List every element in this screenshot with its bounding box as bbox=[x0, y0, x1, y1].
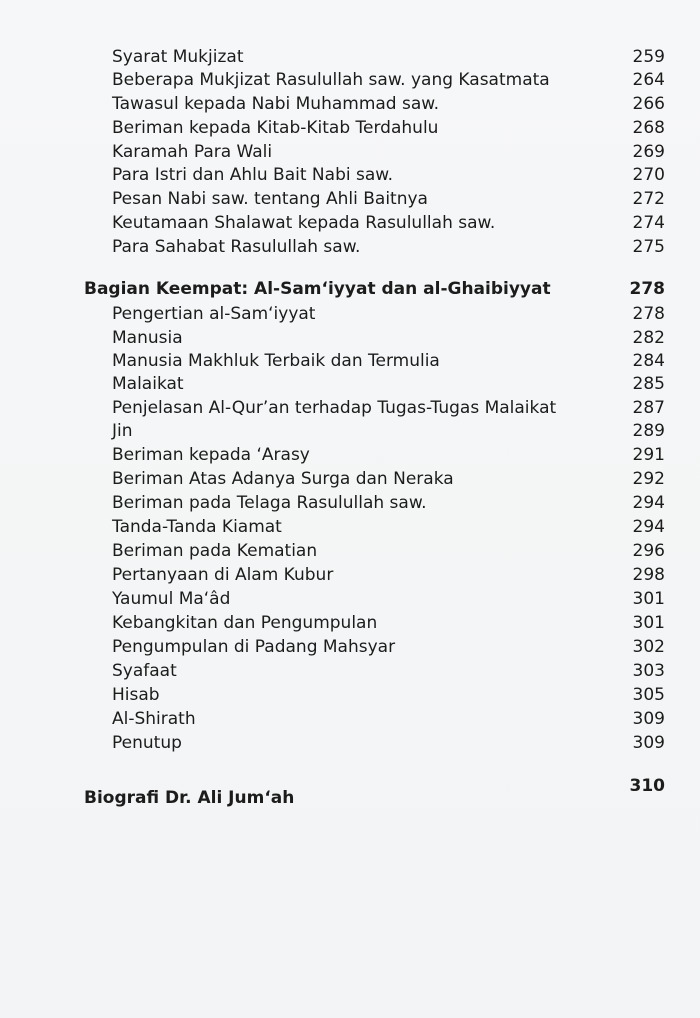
toc-entry-page: 302 bbox=[632, 637, 665, 657]
toc-entry-page: 264 bbox=[632, 70, 665, 90]
toc-entry-title: Para Sahabat Rasulullah saw. bbox=[112, 237, 361, 257]
toc-entry-page: 309 bbox=[632, 709, 665, 729]
toc-entry-page: 289 bbox=[632, 421, 665, 441]
biography-page: 310 bbox=[629, 776, 665, 796]
toc-entry-page: 274 bbox=[632, 213, 665, 233]
toc-entry-title: Syarat Mukjizat bbox=[112, 47, 244, 67]
toc-entry-title: Syafaat bbox=[112, 661, 177, 681]
toc-entry-page: 259 bbox=[632, 47, 665, 67]
toc-entry-page: 269 bbox=[632, 142, 665, 162]
toc-entry-title: Pengumpulan di Padang Mahsyar bbox=[112, 637, 396, 657]
toc-entry-title: Keutamaan Shalawat kepada Rasulullah saw. bbox=[112, 213, 496, 233]
toc-entry-page: 268 bbox=[632, 118, 665, 138]
toc-entry-page: 305 bbox=[632, 685, 665, 705]
toc-entry-title: Para Istri dan Ahlu Bait Nabi saw. bbox=[112, 165, 394, 185]
toc-entry-title: Beberapa Mukjizat Rasulullah saw. yang Kasatmata bbox=[112, 70, 550, 90]
toc-entry-title: Malaikat bbox=[112, 374, 184, 394]
toc-entry-page: 272 bbox=[632, 189, 665, 209]
toc-entry-page: 275 bbox=[632, 237, 665, 257]
toc-entry-page: 287 bbox=[632, 398, 665, 418]
toc-entry-page: 292 bbox=[632, 469, 665, 489]
toc-entry-page: 296 bbox=[632, 541, 665, 561]
section-heading-title: Bagian Keempat: Al-Sam‘iyyat dan al-Ghaibiyyat bbox=[84, 279, 551, 299]
toc-entry-page: 294 bbox=[632, 517, 665, 537]
toc-entry-title: Jin bbox=[112, 421, 133, 441]
toc-entry-title: Beriman kepada ‘Arasy bbox=[112, 445, 310, 465]
toc-entry-title: Pertanyaan di Alam Kubur bbox=[112, 565, 334, 585]
toc-entry-page: 284 bbox=[632, 351, 665, 371]
toc-entry-title: Beriman kepada Kitab-Kitab Terdahulu bbox=[112, 118, 439, 138]
toc-entry-page: 294 bbox=[632, 493, 665, 513]
toc-entry-page: 270 bbox=[632, 165, 665, 185]
toc-entry-page: 285 bbox=[632, 374, 665, 394]
toc-entry-title: Beriman pada Kematian bbox=[112, 541, 318, 561]
toc-entry-title: Penutup bbox=[112, 733, 182, 753]
toc-entry-page: 278 bbox=[632, 304, 665, 324]
toc-entry-title: Manusia bbox=[112, 328, 183, 348]
toc-entry-page: 303 bbox=[632, 661, 665, 681]
toc-entry-title: Kebangkitan dan Pengumpulan bbox=[112, 613, 378, 633]
toc-entry-title: Beriman Atas Adanya Surga dan Neraka bbox=[112, 469, 454, 489]
toc-entry-title: Tawasul kepada Nabi Muhammad saw. bbox=[112, 94, 440, 114]
toc-entry-title: Manusia Makhluk Terbaik dan Termulia bbox=[112, 351, 440, 371]
toc-entry-page: 301 bbox=[632, 613, 665, 633]
toc-entry-page: 282 bbox=[632, 328, 665, 348]
toc-entry-title: Karamah Para Wali bbox=[112, 142, 273, 162]
toc-entry-title: Pengertian al-Sam‘iyyat bbox=[112, 304, 316, 324]
toc-entry-title: Beriman pada Telaga Rasulullah saw. bbox=[112, 493, 427, 513]
toc-entry-page: 291 bbox=[632, 445, 665, 465]
toc-entry-title: Hisab bbox=[112, 685, 160, 705]
toc-entry-title: Pesan Nabi saw. tentang Ahli Baitnya bbox=[112, 189, 428, 209]
toc-entry-title: Yaumul Ma‘âd bbox=[112, 589, 231, 609]
toc-entry-title: Al-Shirath bbox=[112, 709, 196, 729]
toc-entry-page: 266 bbox=[632, 94, 665, 114]
toc-entry-title: Tanda-Tanda Kiamat bbox=[112, 517, 282, 537]
biography-title: Biografi Dr. Ali Jum‘ah bbox=[84, 788, 295, 808]
toc-entry-page: 301 bbox=[632, 589, 665, 609]
toc-entry-title: Penjelasan Al-Qur’an terhadap Tugas-Tugas Malaikat bbox=[112, 398, 557, 418]
section-heading-page: 278 bbox=[629, 279, 665, 299]
toc-entry-page: 309 bbox=[632, 733, 665, 753]
toc-entry-page: 298 bbox=[632, 565, 665, 585]
